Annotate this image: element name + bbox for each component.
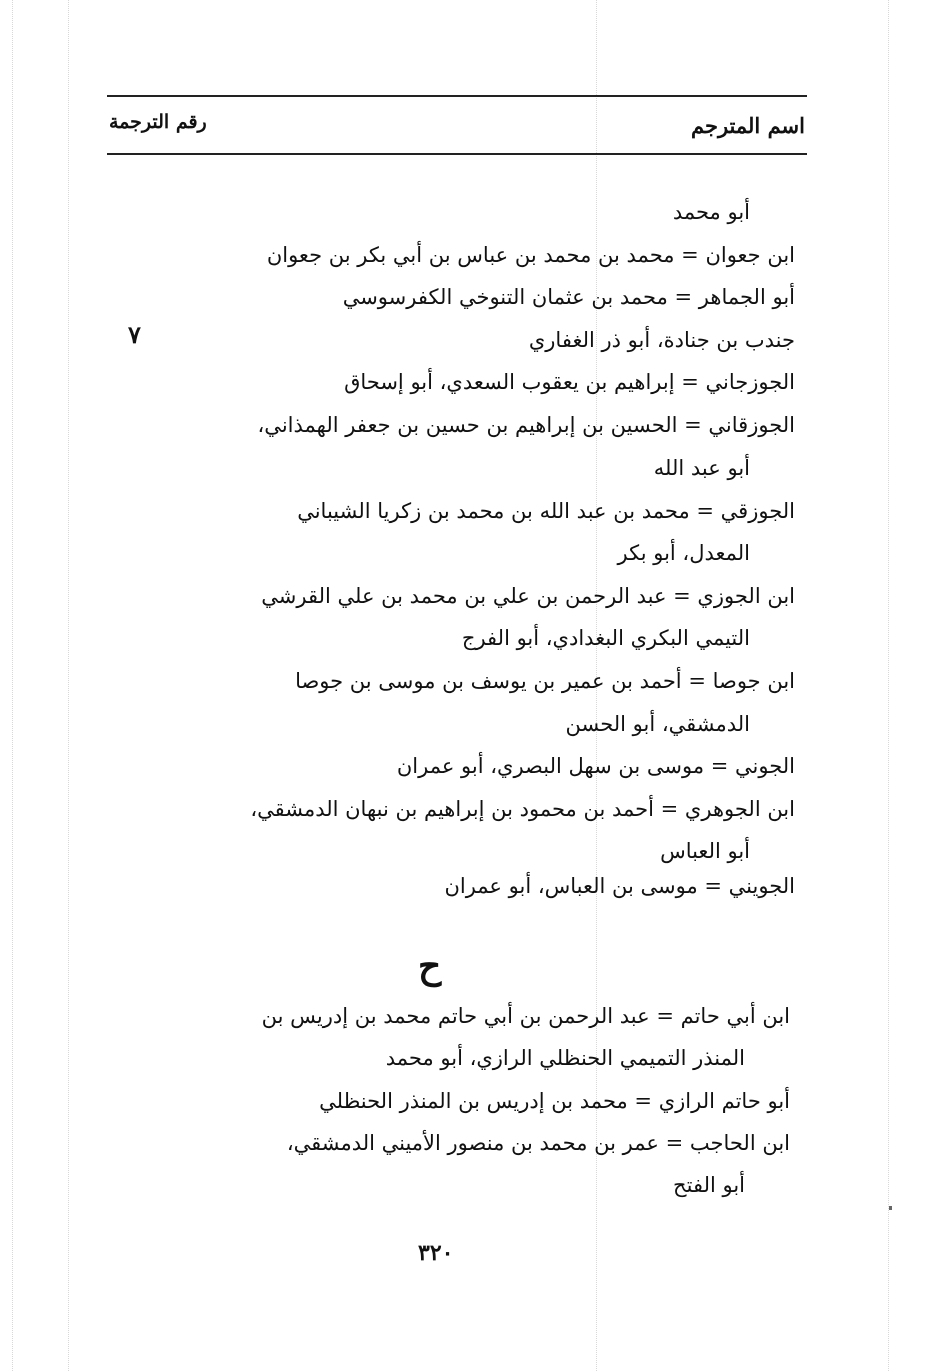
- text-line-entry: ابن أبي حاتم = عبد الرحمن بن أبي حاتم محمد بن إدريس بن: [261, 1004, 790, 1028]
- scan-artifact-line: [888, 0, 889, 1371]
- text-line-entry: الجويني = موسى بن العباس، أبو عمران: [444, 874, 795, 898]
- text-line-continuation: أبو الفتح: [673, 1173, 745, 1197]
- scan-speck: [889, 1206, 892, 1210]
- text-line-entry: ابن جعوان = محمد بن محمد بن عباس بن أبي بكر بن جعوان: [266, 243, 795, 267]
- text-line-continuation: الدمشقي، أبو الحسن: [565, 712, 750, 736]
- text-line-entry: جندب بن جنادة، أبو ذر الغفاري: [528, 328, 795, 352]
- table-header: [107, 95, 807, 155]
- text-line-entry: ابن الجوزي = عبد الرحمن بن علي بن محمد بن علي القرشي: [261, 584, 795, 608]
- text-line-continuation: أبو محمد: [672, 200, 750, 224]
- section-letter-heading: ح: [418, 945, 442, 987]
- text-line-entry: الجوزجاني = إبراهيم بن يعقوب السعدي، أبو إسحاق: [344, 370, 795, 394]
- text-line-entry: ابن جوصا = أحمد بن عمير بن يوسف بن موسى بن جوصا: [295, 669, 795, 693]
- scan-artifact-line: [68, 0, 69, 1371]
- text-line-continuation: أبو عبد الله: [653, 456, 750, 480]
- scan-artifact-line: [12, 0, 13, 1371]
- text-line-continuation: التيمي البكري البغدادي، أبو الفرج: [461, 626, 750, 650]
- translated-name-column-heading: اسم المترجم: [691, 113, 805, 138]
- text-line-entry: ابن الحاجب = عمر بن محمد بن منصور الأميني الدمشقي،: [286, 1131, 790, 1155]
- text-line-continuation: أبو العباس: [660, 839, 750, 863]
- text-line-continuation: المعدل، أبو بكر: [617, 541, 750, 565]
- entry-number-column-heading: رقم الترجمة: [109, 111, 207, 133]
- text-line-entry: ابن الجوهري = أحمد بن محمود بن إبراهيم بن نبهان الدمشقي،: [250, 797, 795, 821]
- entry-number-marker: ٧: [128, 320, 141, 349]
- text-line-continuation: المنذر التميمي الحنظلي الرازي، أبو محمد: [385, 1046, 745, 1070]
- text-line-entry: أبو حاتم الرازي = محمد بن إدريس بن المنذر الحنظلي: [319, 1089, 790, 1113]
- text-line-entry: الجوزقاني = الحسين بن إبراهيم بن حسين بن جعفر الهمذاني،: [257, 413, 795, 437]
- text-line-entry: أبو الجماهر = محمد بن عثمان التنوخي الكفرسوسي: [342, 285, 795, 309]
- text-line-entry: الجوني = موسى بن سهل البصري، أبو عمران: [396, 754, 795, 778]
- page-number: ٣٢٠: [418, 1240, 454, 1266]
- text-line-entry: الجوزقي = محمد بن عبد الله بن محمد بن زكريا الشيباني: [297, 499, 795, 523]
